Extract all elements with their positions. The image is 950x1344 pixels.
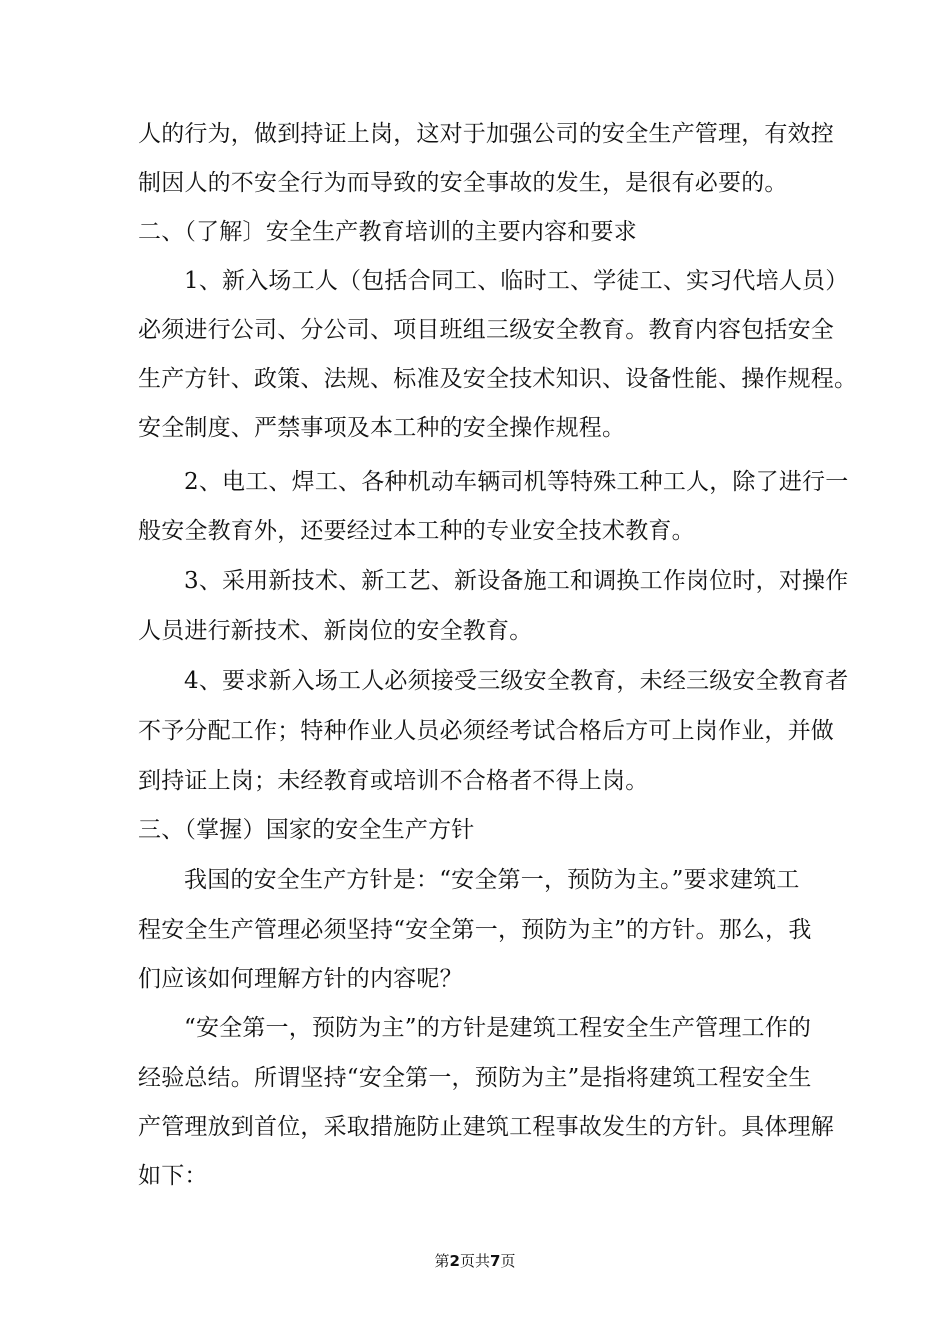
body-text-line: 4、要求新入场工人必须接受三级安全教育，未经三级安全教育者 bbox=[184, 668, 849, 694]
body-text-line: 2、电工、焊工、各种机动车辆司机等特殊工种工人，除了进行一 bbox=[184, 469, 849, 495]
body-text-line: 经验总结。所谓坚持“安全第一，预防为主”是指将建筑工程安全生 bbox=[138, 1065, 812, 1091]
section-heading: 二、（了解〕安全生产教育培训的主要内容和要求 bbox=[138, 219, 637, 245]
body-text-line: 1、新入场工人（包括合同工、临时工、学徒工、实习代培人员） bbox=[184, 268, 849, 294]
body-text-line: 们应该如何理解方针的内容呢？ bbox=[138, 966, 463, 992]
body-text-line: 人员进行新技术、新岗位的安全教育。 bbox=[138, 618, 533, 644]
footer-middle: 页共 bbox=[459, 1252, 490, 1270]
body-text-line: 我国的安全生产方针是：“安全第一，预防为主。”要求建筑工 bbox=[184, 867, 800, 893]
body-text-line: 必须进行公司、分公司、项目班组三级安全教育。教育内容包括安全 bbox=[138, 317, 834, 343]
body-text-line: 如下： bbox=[138, 1163, 208, 1189]
body-text-line: “安全第一，预防为主”的方针是建筑工程安全生产管理工作的 bbox=[184, 1015, 812, 1041]
page-footer bbox=[0, 1251, 950, 1271]
body-text-line: 生产方针、政策、法规、标准及安全技术知识、设备性能、操作规程。 bbox=[138, 366, 858, 392]
total-pages-number: 7 bbox=[490, 1252, 501, 1270]
footer-prefix: 第 bbox=[434, 1252, 450, 1270]
body-text-line: 不予分配工作；特种作业人员必须经考试合格后方可上岗作业，并做 bbox=[138, 718, 834, 744]
body-text-line: 程安全生产管理必须坚持“安全第一，预防为主”的方针。那么，我 bbox=[138, 917, 812, 943]
body-text-line: 制因人的不安全行为而导致的安全事故的发生，是很有必要的。 bbox=[138, 170, 788, 196]
body-text-line: 到持证上岗；未经教育或培训不合格者不得上岗。 bbox=[138, 768, 649, 794]
body-text-line: 安全制度、严禁事项及本工种的安全操作规程。 bbox=[138, 415, 626, 441]
footer-suffix: 页 bbox=[500, 1252, 516, 1270]
body-text-line: 3、采用新技术、新工艺、新设备施工和调换工作岗位时，对操作 bbox=[184, 568, 849, 594]
body-text-line: 人的行为，做到持证上岗，这对于加强公司的安全生产管理，有效控 bbox=[138, 121, 834, 147]
body-text-line: 般安全教育外，还要经过本工种的专业安全技术教育。 bbox=[138, 518, 695, 544]
current-page-number: 2 bbox=[449, 1252, 460, 1270]
body-text-line: 产管理放到首位，采取措施防止建筑工程事故发生的方针。具体理解 bbox=[138, 1114, 834, 1140]
section-heading: 三、（掌握）国家的安全生产方针 bbox=[138, 817, 475, 843]
